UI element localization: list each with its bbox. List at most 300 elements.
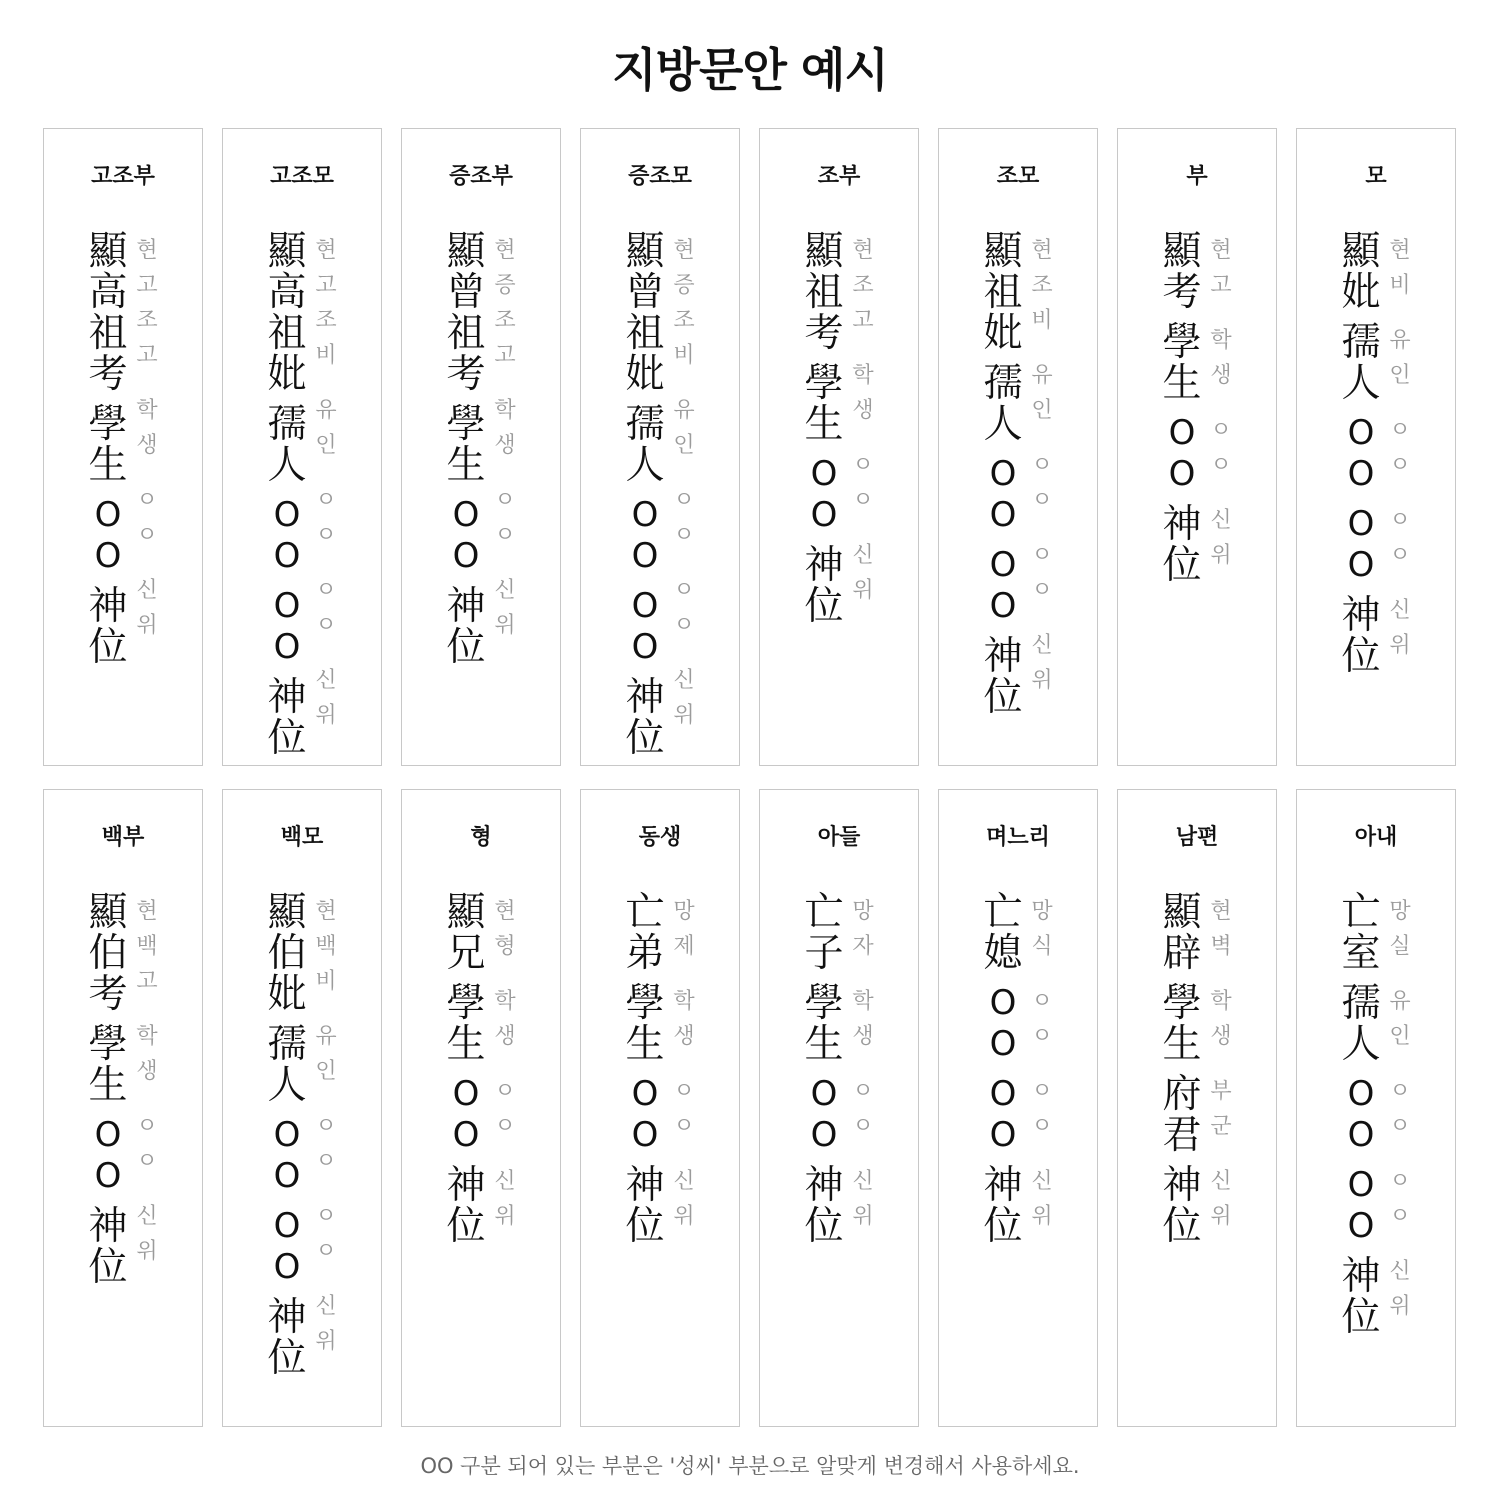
card-label: 며느리 (986, 825, 1050, 850)
hanja-glyph: O (810, 1074, 838, 1114)
card-label: 고조부 (91, 164, 155, 189)
hanja-glyph: O (273, 495, 301, 535)
hanja-glyph: 顯 (88, 229, 128, 274)
hanja-glyph: 位 (267, 716, 307, 761)
hangul-reading-column (134, 233, 160, 643)
hanja-column (86, 892, 130, 1288)
hangul-glyph: ㅇ (315, 488, 337, 513)
hanja-glyph: O (810, 495, 838, 535)
hangul-glyph: 위 (315, 1329, 337, 1354)
hanja-glyph: 祖 (625, 311, 665, 356)
hanja-glyph: 亡 (983, 890, 1023, 935)
hangul-glyph: ㅇ (315, 1149, 337, 1174)
hangul-glyph: ㅇ (1031, 989, 1053, 1014)
hangul-glyph: 학 (136, 1024, 158, 1049)
hanja-glyph: O (94, 536, 122, 576)
hangul-glyph: ㅇ (1389, 1079, 1411, 1104)
jibang-card (1296, 128, 1456, 766)
hangul-reading-column (1029, 894, 1055, 1234)
hangul-glyph: 고 (136, 969, 158, 994)
hangul-glyph: 현 (136, 238, 158, 263)
hangul-glyph: ㅇ (136, 1114, 158, 1139)
hanja-glyph: O (273, 1115, 301, 1155)
hanja-glyph: 孺 (1341, 320, 1381, 365)
hangul-reading-column (1387, 894, 1413, 1324)
hangul-reading-column (492, 894, 518, 1234)
hangul-glyph: 학 (1210, 328, 1232, 353)
hangul-glyph: 조 (494, 308, 516, 333)
hangul-glyph: ㅇ (1031, 1024, 1053, 1049)
hanja-glyph: 伯 (267, 931, 307, 976)
hanja-glyph: O (810, 454, 838, 494)
hangul-glyph: 생 (494, 433, 516, 458)
hangul-glyph: 고 (136, 343, 158, 368)
hanja-glyph: 位 (983, 675, 1023, 720)
card-label: 조부 (817, 164, 861, 189)
hanja-glyph: 生 (1162, 361, 1202, 406)
hanja-glyph: O (989, 586, 1017, 626)
hanja-glyph: 君 (1162, 1113, 1202, 1158)
hanja-glyph: O (1347, 1115, 1375, 1155)
hanja-glyph: 位 (446, 1204, 486, 1249)
hanja-glyph: O (273, 1247, 301, 1287)
hangul-glyph: ㅇ (1031, 1114, 1053, 1139)
hanja-glyph: 神 (1162, 1163, 1202, 1208)
hangul-glyph: 신 (315, 1294, 337, 1319)
hanja-glyph: O (452, 1115, 480, 1155)
hangul-glyph: ㅇ (1389, 508, 1411, 533)
hanja-glyph: 生 (804, 402, 844, 447)
jibang-card (222, 128, 382, 766)
hanja-glyph: 孺 (267, 1022, 307, 1067)
hangul-glyph: 유 (1389, 328, 1411, 353)
hanja-glyph: 神 (625, 675, 665, 720)
jibang-card (43, 128, 203, 766)
hangul-glyph: 고 (852, 308, 874, 333)
hanja-glyph: 祖 (804, 270, 844, 315)
hanja-glyph: 學 (446, 981, 486, 1026)
hangul-glyph: ㅇ (673, 523, 695, 548)
jibang-card (43, 789, 203, 1427)
hanja-glyph: 神 (804, 1163, 844, 1208)
hangul-glyph: 신 (494, 1169, 516, 1194)
hanja-glyph: O (1168, 454, 1196, 494)
hangul-glyph: ㅇ (494, 1114, 516, 1139)
hanja-glyph: 府 (1162, 1072, 1202, 1117)
hanja-glyph: O (989, 983, 1017, 1023)
hangul-glyph: 현 (494, 238, 516, 263)
hanja-glyph: 生 (1162, 1022, 1202, 1067)
hangul-glyph: 신 (1210, 508, 1232, 533)
hangul-glyph: 현 (315, 899, 337, 924)
hangul-glyph: 비 (1389, 273, 1411, 298)
jibang-card (580, 789, 740, 1427)
hangul-glyph: ㅇ (494, 488, 516, 513)
hanja-glyph: 孺 (267, 402, 307, 447)
footnote: OO 구분 되어 있는 부분은 '성씨' 부분으로 알맞게 변경해서 사용하세요. (420, 1454, 1080, 1478)
hanja-glyph: 學 (804, 981, 844, 1026)
hangul-glyph: 학 (852, 363, 874, 388)
hangul-glyph: 백 (136, 934, 158, 959)
hangul-glyph: 조 (852, 273, 874, 298)
hanja-column (1339, 231, 1383, 677)
card-label: 증조모 (628, 164, 692, 189)
hanja-glyph: O (273, 627, 301, 667)
jibang-card (580, 128, 740, 766)
hangul-glyph: ㅇ (1389, 453, 1411, 478)
jibang-card (401, 128, 561, 766)
hanja-glyph: 高 (88, 270, 128, 315)
hanja-glyph: 曾 (446, 270, 486, 315)
hangul-glyph: ㅇ (1031, 488, 1053, 513)
hanja-glyph: 位 (88, 1245, 128, 1290)
hangul-reading-column (671, 233, 697, 733)
hanja-glyph: 考 (1162, 270, 1202, 315)
hanja-glyph: 神 (267, 1295, 307, 1340)
hangul-glyph: 신 (852, 543, 874, 568)
hanja-glyph: 祖 (983, 270, 1023, 315)
hangul-glyph: 학 (1210, 989, 1232, 1014)
hanja-glyph: 人 (983, 402, 1023, 447)
hangul-glyph: 신 (136, 1204, 158, 1229)
hangul-glyph: 조 (315, 308, 337, 333)
card-label: 아들 (817, 825, 861, 850)
hangul-glyph: 비 (673, 343, 695, 368)
hangul-glyph: ㅇ (673, 578, 695, 603)
hanja-glyph: 學 (1162, 320, 1202, 365)
hanja-glyph: O (1347, 1206, 1375, 1246)
hanja-glyph: 顯 (1341, 229, 1381, 274)
hangul-glyph: ㅇ (673, 1114, 695, 1139)
jibang-card (759, 128, 919, 766)
hanja-glyph: O (810, 1115, 838, 1155)
hangul-glyph: ㅇ (1389, 418, 1411, 443)
hangul-glyph: 현 (1210, 238, 1232, 263)
hangul-glyph: 학 (136, 398, 158, 423)
hanja-glyph: 妣 (983, 311, 1023, 356)
hangul-glyph: 위 (852, 1204, 874, 1229)
hangul-glyph: 신 (1389, 1259, 1411, 1284)
hanja-column (623, 892, 667, 1247)
hangul-glyph: ㅇ (673, 488, 695, 513)
hangul-glyph: 생 (1210, 363, 1232, 388)
hanja-glyph: 考 (804, 311, 844, 356)
hanja-glyph: 位 (267, 1336, 307, 1381)
hanja-glyph: 生 (804, 1022, 844, 1067)
hangul-glyph: 생 (673, 1024, 695, 1049)
hangul-glyph: 식 (1031, 934, 1053, 959)
hanja-glyph: O (94, 495, 122, 535)
hanja-glyph: 位 (983, 1204, 1023, 1249)
card-label: 고조모 (270, 164, 334, 189)
hanja-glyph: O (989, 1024, 1017, 1064)
hangul-glyph: 유 (1389, 989, 1411, 1014)
hanja-column (1339, 892, 1383, 1338)
hanja-glyph: 位 (625, 1204, 665, 1249)
hanja-glyph: 位 (88, 625, 128, 670)
hangul-reading-column (850, 233, 876, 608)
card-label: 동생 (638, 825, 682, 850)
hangul-glyph: 위 (1031, 668, 1053, 693)
hanja-glyph: 位 (804, 584, 844, 629)
hanja-glyph: O (1347, 1074, 1375, 1114)
hangul-glyph: ㅇ (1031, 543, 1053, 568)
card-label: 증조부 (449, 164, 513, 189)
hanja-glyph: 人 (267, 1063, 307, 1108)
hanja-glyph: 祖 (267, 311, 307, 356)
hanja-glyph: 生 (625, 1022, 665, 1067)
hangul-glyph: ㅇ (136, 523, 158, 548)
hangul-glyph: 백 (315, 934, 337, 959)
hanja-glyph: 神 (446, 1163, 486, 1208)
hanja-glyph: 辟 (1162, 931, 1202, 976)
hangul-glyph: 인 (1389, 1024, 1411, 1049)
hanja-glyph: 位 (446, 625, 486, 670)
hanja-glyph: 人 (625, 443, 665, 488)
hanja-glyph: 神 (88, 584, 128, 629)
hangul-glyph: ㅇ (315, 523, 337, 548)
hanja-glyph: O (452, 536, 480, 576)
hanja-glyph: 顯 (804, 229, 844, 274)
hangul-glyph: 학 (673, 989, 695, 1014)
card-label: 백모 (280, 825, 324, 850)
jibang-card (1117, 128, 1277, 766)
hangul-glyph: 유 (315, 398, 337, 423)
hanja-glyph: 妣 (625, 352, 665, 397)
jibang-card (401, 789, 561, 1427)
hanja-glyph: 顯 (267, 229, 307, 274)
hanja-glyph: 位 (625, 716, 665, 761)
hangul-glyph: 현 (673, 238, 695, 263)
hanja-glyph: O (989, 545, 1017, 585)
hangul-glyph: 자 (852, 934, 874, 959)
hangul-glyph: 생 (852, 398, 874, 423)
hangul-glyph: ㅇ (315, 578, 337, 603)
hanja-glyph: 人 (1341, 1022, 1381, 1067)
hanja-glyph: 位 (1341, 634, 1381, 679)
hangul-glyph: ㅇ (494, 523, 516, 548)
hanja-glyph: 生 (446, 443, 486, 488)
hangul-glyph: ㅇ (1389, 1114, 1411, 1139)
hangul-glyph: ㅇ (315, 1114, 337, 1139)
hangul-reading-column (850, 894, 876, 1234)
hanja-glyph: 顯 (983, 229, 1023, 274)
hanja-glyph: 位 (804, 1204, 844, 1249)
hanja-glyph: O (1347, 545, 1375, 585)
hangul-glyph: 비 (1031, 308, 1053, 333)
hanja-glyph: O (1347, 1165, 1375, 1205)
hangul-glyph: 유 (673, 398, 695, 423)
hanja-glyph: O (94, 1115, 122, 1155)
hangul-glyph: 위 (852, 578, 874, 603)
hangul-glyph: 생 (494, 1024, 516, 1049)
card-label: 남편 (1175, 825, 1219, 850)
hanja-glyph: 顯 (446, 890, 486, 935)
hangul-glyph: 조 (136, 308, 158, 333)
hanja-glyph: 子 (804, 931, 844, 976)
hanja-glyph: O (989, 1074, 1017, 1114)
hangul-glyph: ㅇ (494, 1079, 516, 1104)
hanja-column (1160, 892, 1204, 1247)
hangul-glyph: 망 (673, 899, 695, 924)
page-title: 지방문안 예시 (612, 43, 888, 97)
hangul-glyph: ㅇ (1031, 578, 1053, 603)
hanja-column (981, 892, 1025, 1247)
hanja-glyph: 生 (446, 1022, 486, 1067)
hanja-glyph: 弟 (625, 931, 665, 976)
hangul-glyph: 조 (1031, 273, 1053, 298)
hanja-glyph: O (631, 1074, 659, 1114)
hanja-glyph: 亡 (625, 890, 665, 935)
hangul-glyph: ㅇ (1031, 1079, 1053, 1104)
hanja-glyph: 神 (88, 1204, 128, 1249)
hanja-glyph: 孺 (625, 402, 665, 447)
hangul-glyph: 위 (136, 613, 158, 638)
hanja-glyph: 媳 (983, 931, 1023, 976)
hangul-glyph: 신 (673, 668, 695, 693)
hangul-glyph: 생 (852, 1024, 874, 1049)
hangul-glyph: 벽 (1210, 934, 1232, 959)
hanja-glyph: O (631, 495, 659, 535)
hangul-glyph: 비 (315, 969, 337, 994)
hanja-glyph: O (631, 586, 659, 626)
card-label: 아내 (1354, 825, 1398, 850)
hanja-glyph: O (989, 495, 1017, 535)
hangul-glyph: 학 (494, 398, 516, 423)
jibang-card (222, 789, 382, 1427)
hanja-glyph: O (1347, 504, 1375, 544)
hanja-glyph: 亡 (1341, 890, 1381, 935)
hangul-glyph: 현 (494, 899, 516, 924)
hanja-column (1160, 231, 1204, 586)
hangul-glyph: 제 (673, 934, 695, 959)
hanja-glyph: 顯 (446, 229, 486, 274)
card-label: 백부 (101, 825, 145, 850)
hangul-glyph: 위 (1210, 543, 1232, 568)
hangul-glyph: 생 (1210, 1024, 1232, 1049)
hanja-glyph: 妣 (1341, 270, 1381, 315)
hangul-glyph: 신 (1210, 1169, 1232, 1194)
hanja-glyph: 學 (88, 402, 128, 447)
hangul-glyph: ㅇ (315, 613, 337, 638)
hangul-glyph: 신 (315, 668, 337, 693)
hanja-glyph: O (273, 1156, 301, 1196)
hanja-glyph: 室 (1341, 931, 1381, 976)
hangul-glyph: ㅇ (315, 1204, 337, 1229)
hangul-glyph: 증 (494, 273, 516, 298)
hangul-reading-column (313, 894, 339, 1359)
hangul-glyph: 인 (673, 433, 695, 458)
hangul-glyph: 신 (136, 578, 158, 603)
hangul-glyph: 위 (315, 703, 337, 728)
hanja-glyph: 伯 (88, 931, 128, 976)
hangul-glyph: 고 (315, 273, 337, 298)
hanja-column (265, 892, 309, 1379)
hangul-glyph: 인 (315, 433, 337, 458)
hangul-glyph: ㅇ (1389, 1204, 1411, 1229)
hangul-glyph: 고 (494, 343, 516, 368)
hangul-glyph: 위 (1210, 1204, 1232, 1229)
hanja-glyph: O (631, 536, 659, 576)
hanja-glyph: O (273, 586, 301, 626)
hanja-glyph: O (1347, 454, 1375, 494)
hangul-reading-column (1208, 894, 1234, 1234)
hanja-column (623, 231, 667, 759)
hangul-glyph: 위 (673, 1204, 695, 1229)
hangul-glyph: ㅇ (852, 1079, 874, 1104)
hanja-column (444, 892, 488, 1247)
jibang-card (1296, 789, 1456, 1427)
hanja-glyph: 兄 (446, 931, 486, 976)
hangul-glyph: 생 (136, 433, 158, 458)
hangul-glyph: 현 (1210, 899, 1232, 924)
hangul-glyph: ㅇ (673, 1079, 695, 1104)
hangul-glyph: ㅇ (852, 488, 874, 513)
hanja-glyph: O (452, 1074, 480, 1114)
hangul-glyph: ㅇ (1210, 453, 1232, 478)
hanja-glyph: 神 (446, 584, 486, 629)
hanja-glyph: 位 (1162, 1204, 1202, 1249)
hangul-glyph: ㅇ (136, 488, 158, 513)
hanja-glyph: 顯 (1162, 229, 1202, 274)
hangul-glyph: 고 (136, 273, 158, 298)
hanja-glyph: 神 (983, 634, 1023, 679)
hangul-glyph: 생 (136, 1059, 158, 1084)
hangul-glyph: 망 (852, 899, 874, 924)
hangul-glyph: ㅇ (852, 453, 874, 478)
hangul-glyph: 신 (673, 1169, 695, 1194)
hanja-glyph: 神 (625, 1163, 665, 1208)
hanja-glyph: 亡 (804, 890, 844, 935)
hangul-glyph: ㅇ (673, 613, 695, 638)
hanja-glyph: 顯 (625, 229, 665, 274)
hanja-glyph: 生 (88, 443, 128, 488)
hangul-glyph: 신 (852, 1169, 874, 1194)
hangul-glyph: 인 (1389, 363, 1411, 388)
hangul-glyph: 현 (315, 238, 337, 263)
hanja-glyph: 神 (1341, 593, 1381, 638)
hangul-glyph: 위 (494, 613, 516, 638)
hanja-glyph: 祖 (446, 311, 486, 356)
hangul-glyph: 망 (1389, 899, 1411, 924)
hangul-reading-column (1387, 233, 1413, 663)
hangul-glyph: 신 (1031, 1169, 1053, 1194)
hangul-glyph: 신 (494, 578, 516, 603)
hangul-glyph: 비 (315, 343, 337, 368)
hangul-glyph: 현 (1031, 238, 1053, 263)
hangul-glyph: 신 (1389, 598, 1411, 623)
hanja-glyph: 人 (1341, 361, 1381, 406)
hanja-glyph: 曾 (625, 270, 665, 315)
card-label: 부 (1186, 164, 1208, 189)
hanja-glyph: O (989, 454, 1017, 494)
hangul-glyph: 인 (315, 1059, 337, 1084)
hanja-glyph: 妣 (267, 352, 307, 397)
hanja-glyph: 神 (1162, 502, 1202, 547)
hangul-glyph: 위 (494, 1204, 516, 1229)
hangul-glyph: ㅇ (1210, 418, 1232, 443)
hanja-glyph: 考 (88, 352, 128, 397)
hangul-reading-column (134, 894, 160, 1269)
card-label: 조모 (996, 164, 1040, 189)
hanja-glyph: 位 (1341, 1295, 1381, 1340)
hanja-glyph: 神 (1341, 1254, 1381, 1299)
hanja-glyph: 學 (625, 981, 665, 1026)
hangul-reading-column (313, 233, 339, 733)
hangul-glyph: 조 (673, 308, 695, 333)
hanja-glyph: O (452, 495, 480, 535)
hangul-glyph: 실 (1389, 934, 1411, 959)
